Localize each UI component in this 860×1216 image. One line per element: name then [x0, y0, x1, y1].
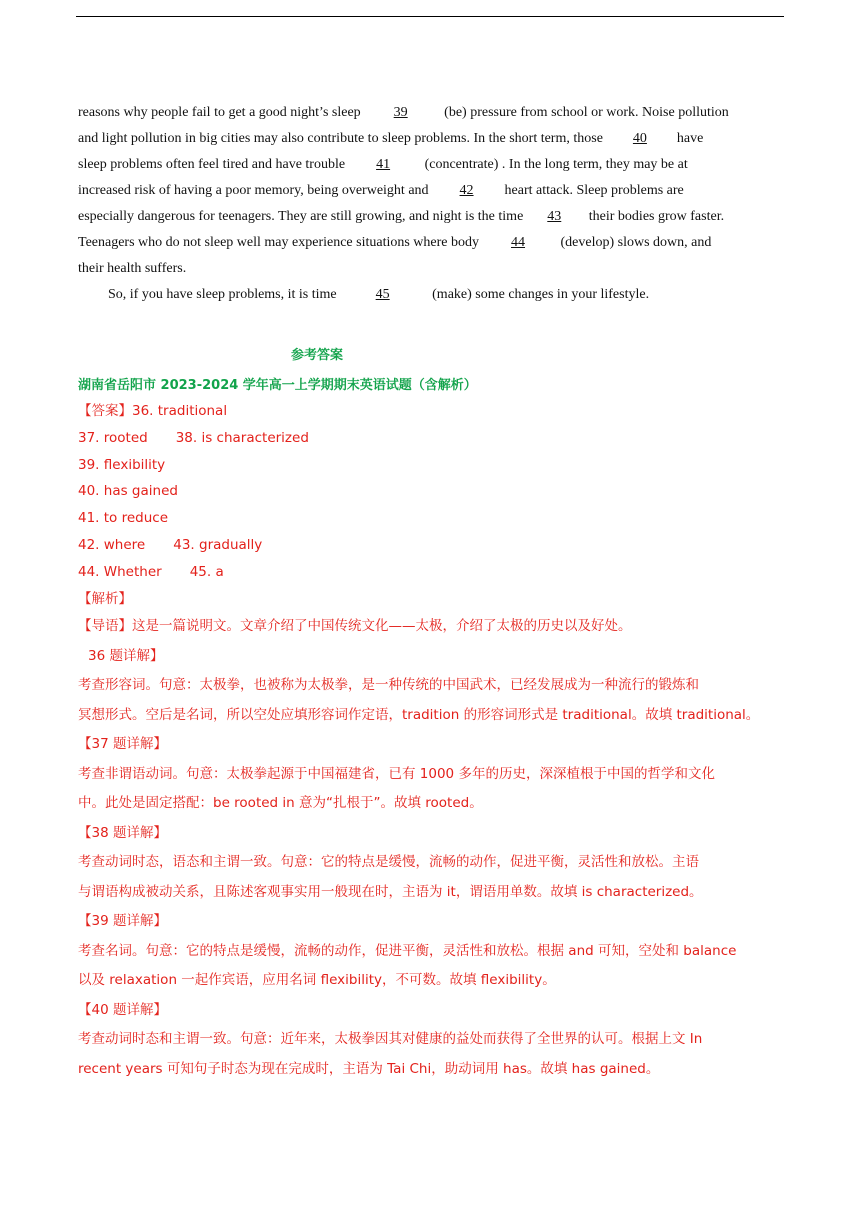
answer-section — [78, 398, 786, 1084]
answers-title: 参考答案 — [291, 348, 344, 363]
answer-43: 43. gradually — [173, 536, 263, 553]
answer-row — [78, 478, 786, 505]
explanation-40: 考查动词时态和主谓一致。句意：近年来，太极拳因其对健康的益处而获得了全世界的认可。根据上文 In recent years 可知句子时态为现在完成时，主语为 Tai Chi，助动词用 has。故填 has gained。 — [78, 1031, 703, 1077]
passage — [78, 100, 784, 308]
explanation-39: 考查名词。句意：它的特点是缓慢，流畅的动作，促进平衡，灵活性和放松。根据 and 可知，空处和 balance 以及 relaxation 一起作宾语，应用名词 flexibility，不可数。故填 flexibility。 — [78, 942, 737, 989]
answer-row — [78, 398, 786, 425]
passage-line: Teenagers who do not sleep well may experience situations where body 44 (develop) slows down, and — [78, 230, 784, 256]
passage-line: increased risk of having a poor memory, being overweight and 42 heart attack. Sleep problems are — [78, 178, 784, 204]
heading-39: 【39 题详解】 — [78, 913, 167, 930]
header-rule — [76, 16, 784, 17]
answer-36: 36. traditional — [132, 403, 228, 419]
intro-text: 【导语】这是一篇说明文。文章介绍了中国传统文化——太极，介绍了太极的历史以及好处。 — [78, 618, 632, 635]
passage-line: reasons why people fail to get a good night’s sleep 39 (be) pressure from school or work. Noise pollution — [78, 100, 784, 126]
blank-43: 43 — [547, 209, 562, 224]
heading-40: 【40 题详解】 — [78, 1001, 167, 1018]
answer-44: 44. Whether — [78, 563, 162, 580]
passage-line: sleep problems often feel tired and have trouble 41 (concentrate) . In the long term, they may be at — [78, 152, 784, 178]
answer-38: 38. is characterized — [175, 429, 309, 446]
blank-45: 45 — [375, 287, 390, 302]
answer-label: 【答案】 — [78, 403, 132, 419]
answer-40: 40. has gained — [78, 483, 178, 500]
answer-42: 42. where — [78, 536, 146, 553]
blank-42: 42 — [459, 183, 474, 198]
answer-37: 37. rooted — [78, 429, 148, 446]
blank-40: 40 — [632, 131, 647, 146]
blank-44: 44 — [511, 235, 526, 250]
blank-39: 39 — [393, 105, 408, 120]
answers-source: 湖南省岳阳市 2023-2024 学年高一上学期期末英语试题（含解析） — [78, 378, 477, 393]
explanation-38: 考查动词时态，语态和主谓一致。句意：它的特点是缓慢，流畅的动作，促进平衡，灵活性和放松。主语 与谓语构成被动关系，且陈述客观事实用一般现在时，主语为 it，谓语用单数。故填 is characterized。 — [78, 854, 703, 900]
answer-41: 41. to reduce — [78, 510, 169, 527]
answer-row — [78, 532, 786, 559]
passage-line: So, if you have sleep problems, it is time 45 (make) some changes in your lifestyle. — [78, 282, 784, 308]
answer-row — [78, 505, 786, 532]
heading-37: 【37 题详解】 — [78, 736, 167, 753]
blank-41: 41 — [376, 157, 391, 172]
analysis-label: 【解析】 — [78, 590, 132, 607]
heading-38: 【38 题详解】 — [78, 824, 167, 841]
passage-line: and light pollution in big cities may also contribute to sleep problems. In the short term, those 40 have — [78, 126, 784, 152]
explanation-36: 考查形容词。句意：太极拳，也被称为太极拳，是一种传统的中国武术，已经发展成为一种流行的锻炼和 冥想形式。空后是名词，所以空处应填形容词作定语，tradition 的形容词形式是 traditional。故填 traditional。 — [78, 677, 760, 723]
explanation-37: 考查非谓语动词。句意：太极拳起源于中国福建省，已有 1000 多年的历史，深深植根于中国的哲学和文化 中。此处是固定搭配：be rooted in 意为“扎根于”。故填 rooted。 — [78, 765, 715, 812]
heading-36: 36 题详解】 — [88, 647, 164, 664]
answer-39: 39. flexibility — [78, 456, 166, 473]
answer-45: 45. a — [189, 563, 224, 580]
passage-line: their health suffers. — [78, 261, 187, 276]
answer-row — [78, 425, 786, 452]
passage-line: especially dangerous for teenagers. They are still growing, and night is the time 43 their bodies grow faster. — [78, 204, 784, 230]
answer-row — [78, 452, 786, 479]
answer-row — [78, 559, 786, 586]
